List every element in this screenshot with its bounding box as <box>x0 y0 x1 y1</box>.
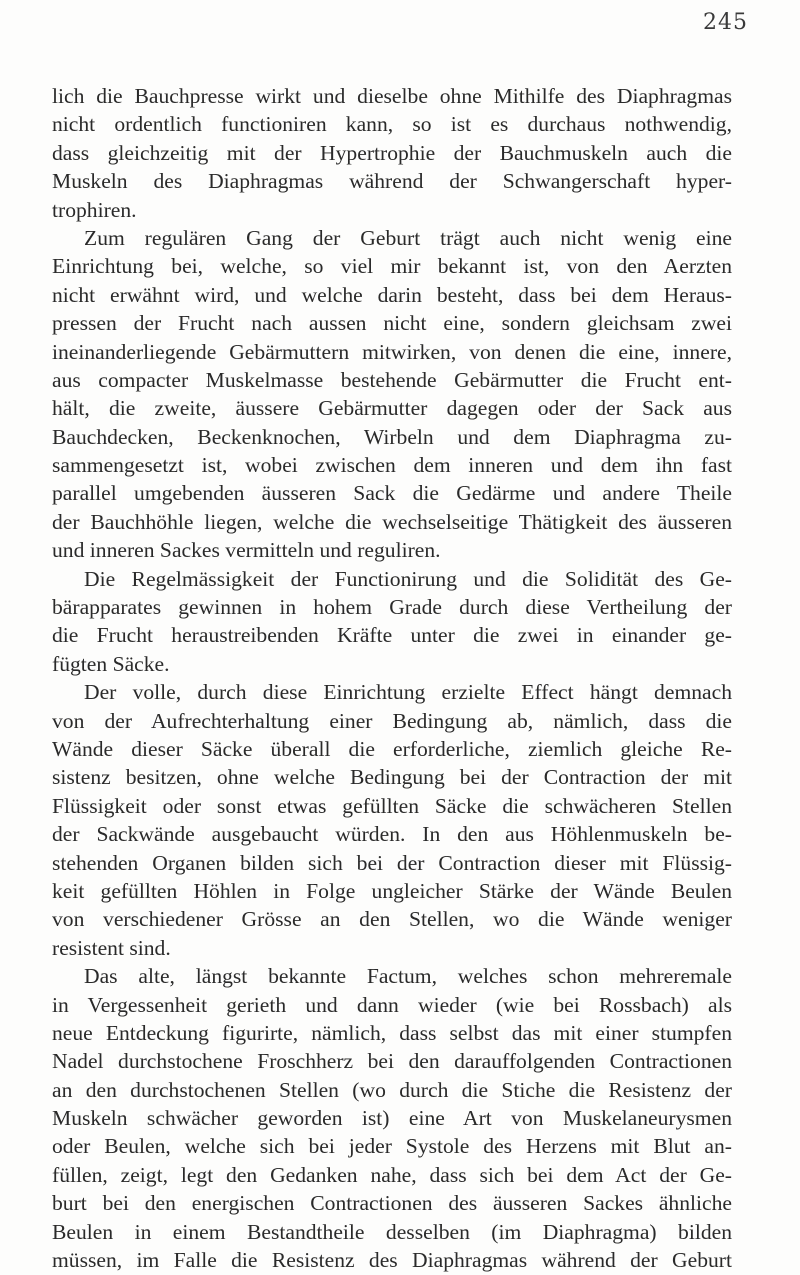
text-line: Der volle, durch diese Einrichtung erzielte Effect hängt demnach <box>84 680 732 705</box>
text-line: der Sackwände ausgebaucht würden. In den aus Höhlenmuskeln be- <box>52 822 732 847</box>
text-line: nicht ordentlich functioniren kann, so ist es durchaus nothwendig, <box>52 112 732 137</box>
text-line: Das alte, längst bekannte Factum, welches schon mehreremale <box>84 964 732 989</box>
text-line: Nadel durchstochene Froschherz bei den darauffolgenden Contractionen <box>52 1049 732 1074</box>
text-line: ineinanderliegende Gebärmuttern mitwirken, von denen die eine, innere, <box>52 339 732 364</box>
text-line: neue Entdeckung figurirte, nämlich, dass selbst das mit einer stumpfen <box>52 1020 732 1045</box>
text-line: fügten Säcke. <box>52 651 170 676</box>
text-line: parallel umgebenden äusseren Sack die Gedärme und andere Theile <box>52 481 732 506</box>
text-line: sammengesetzt ist, wobei zwischen dem inneren und dem ihn fast <box>52 453 732 478</box>
text-line: stehenden Organen bilden sich bei der Contraction dieser mit Flüssig- <box>52 850 732 875</box>
text-line: Muskeln schwächer geworden ist) eine Art von Muskelaneurysmen <box>52 1106 732 1131</box>
text-line: füllen, zeigt, legt den Gedanken nahe, dass sich bei dem Act der Ge- <box>52 1162 732 1187</box>
text-line: trophiren. <box>52 197 137 222</box>
page-number: 245 <box>703 10 748 35</box>
text-line: keit gefüllten Höhlen in Folge ungleicher Stärke der Wände Beulen <box>52 878 732 903</box>
text-line: hält, die zweite, äussere Gebärmutter dagegen oder der Sack aus <box>52 396 732 421</box>
text-line: von verschiedener Grösse an den Stellen, wo die Wände weniger <box>52 907 732 932</box>
text-line: und inneren Sackes vermitteln und reguliren. <box>52 538 441 563</box>
text-line: Beulen in einem Bestandtheile desselben (im Diaphragma) bilden <box>52 1219 732 1244</box>
text-line: nicht erwähnt wird, und welche darin besteht, dass bei dem Heraus- <box>52 282 732 307</box>
body-text <box>52 82 732 1274</box>
text-line: die Frucht heraustreibenden Kräfte unter die zwei in einander ge- <box>52 623 732 648</box>
text-line: Muskeln des Diaphragmas während der Schwangerschaft hyper- <box>52 169 732 194</box>
text-line: resistent sind. <box>52 935 171 960</box>
text-line: müssen, im Falle die Resistenz des Diaphragmas während der Geburt <box>52 1248 732 1273</box>
text-line: burt bei den energischen Contractionen des äusseren Sackes ähnliche <box>52 1191 732 1216</box>
text-line: Einrichtung bei, welche, so viel mir bekannt ist, von den Aerzten <box>52 254 732 279</box>
text-line: lich die Bauchpresse wirkt und dieselbe ohne Mithilfe des Diaphragmas <box>52 84 732 108</box>
text-line: dass gleichzeitig mit der Hypertrophie der Bauchmuskeln auch die <box>52 140 732 165</box>
text-line: Die Regelmässigkeit der Functionirung und die Solidität des Ge- <box>84 566 732 591</box>
text-line: der Bauchhöhle liegen, welche die wechselseitige Thätigkeit des äusseren <box>52 509 732 534</box>
text-line: an den durchstochenen Stellen (wo durch die Stiche die Resistenz der <box>52 1077 732 1102</box>
text-line: sistenz besitzen, ohne welche Bedingung bei der Contraction der mit <box>52 765 732 790</box>
text-line: Wände dieser Säcke überall die erforderliche, ziemlich gleiche Re- <box>52 736 732 761</box>
text-line: aus compacter Muskelmasse bestehende Gebärmutter die Frucht ent- <box>52 367 732 392</box>
text-line: oder Beulen, welche sich bei jeder Systole des Herzens mit Blut an- <box>52 1134 732 1159</box>
text-line: Bauchdecken, Beckenknochen, Wirbeln und dem Diaphragma zu- <box>52 424 732 449</box>
text-line: von der Aufrechterhaltung einer Bedingung ab, nämlich, dass die <box>52 708 732 733</box>
text-line: Flüssigkeit oder sonst etwas gefüllten Säcke die schwächeren Stellen <box>52 793 732 818</box>
text-line: bärapparates gewinnen in hohem Grade durch diese Vertheilung der <box>52 595 732 620</box>
text-line: Zum regulären Gang der Geburt trägt auch nicht wenig eine <box>84 225 732 250</box>
text-line: in Vergessenheit gerieth und dann wieder (wie bei Rossbach) als <box>52 992 732 1017</box>
text-line: pressen der Frucht nach aussen nicht eine, sondern gleichsam zwei <box>52 311 732 336</box>
